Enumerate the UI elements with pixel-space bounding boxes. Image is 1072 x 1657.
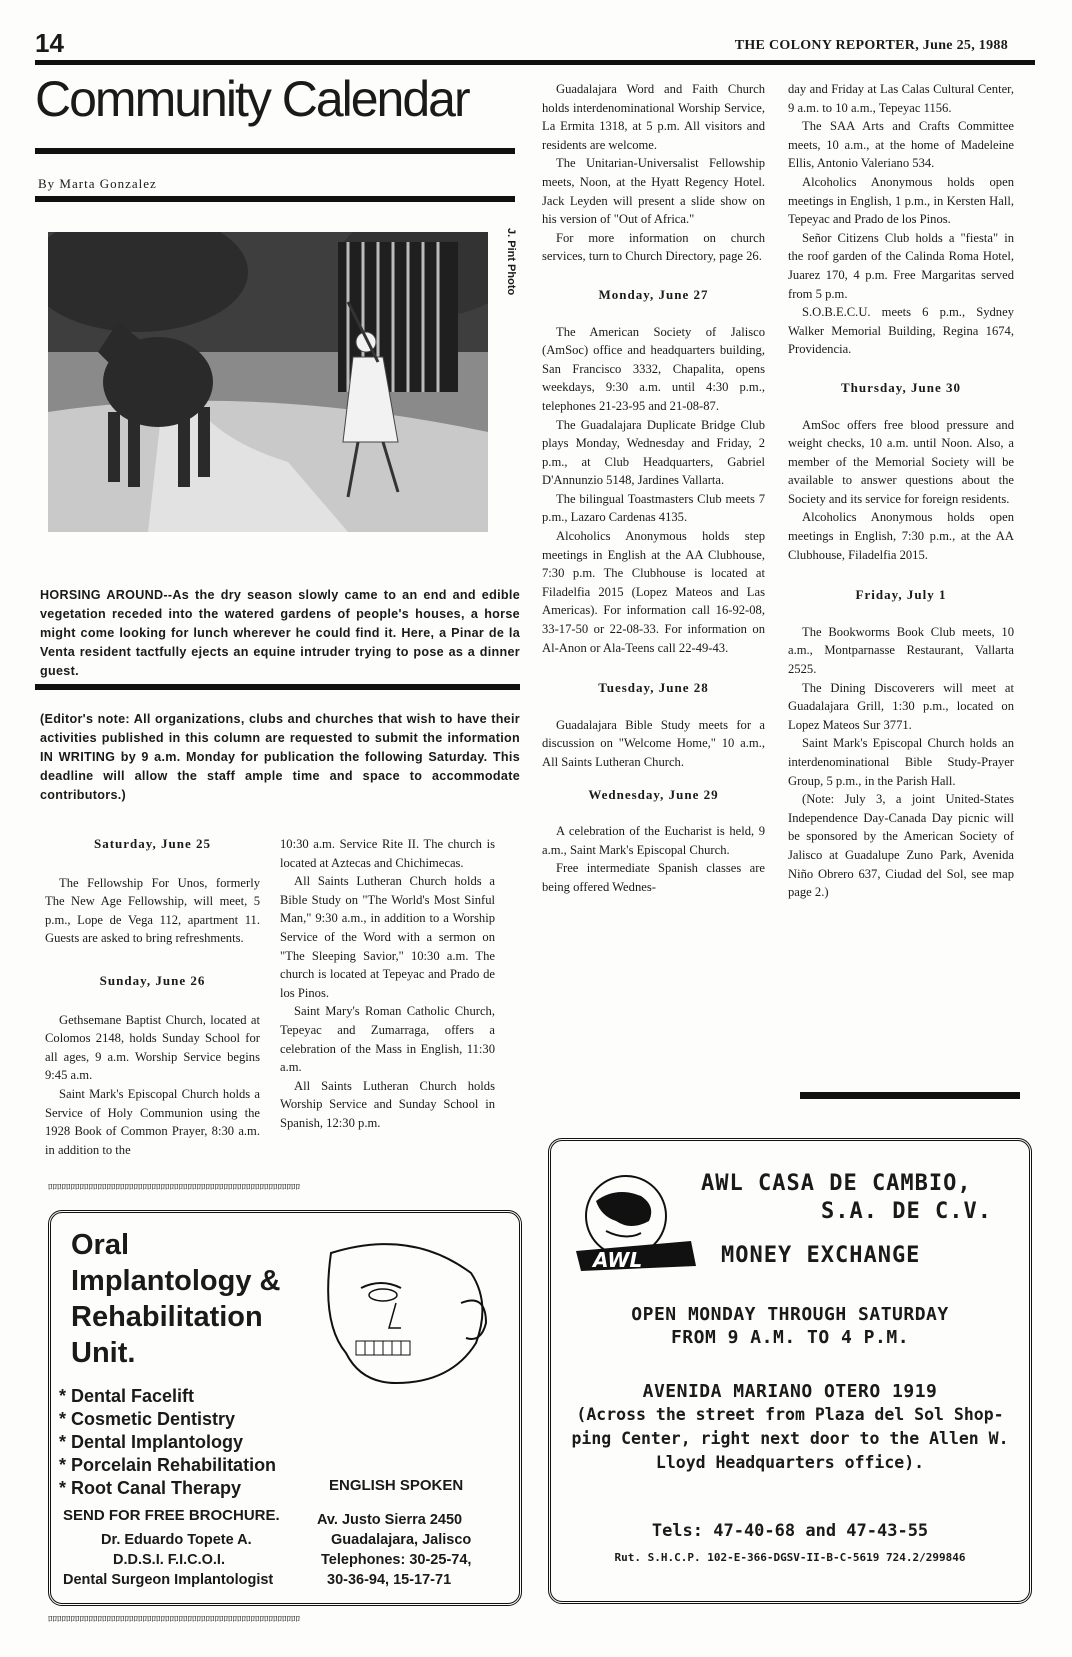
- awl-name-2: S.A. DE C.V.: [821, 1199, 992, 1224]
- listing-saint-marks: Saint Mark's Episcopal Church holds a Service of Holy Communion using the 1928 Book of Common Prayer, 8:30 a.m. in addition to the: [45, 1086, 260, 1157]
- column-2: [280, 835, 495, 1133]
- awl-hours-1: OPEN MONDAY THROUGH SATURDAY: [631, 1304, 949, 1325]
- awl-phones: Tels: 47-40-68 and 47-43-55: [651, 1521, 929, 1541]
- service-item: * Dental Facelift: [59, 1386, 195, 1406]
- heading-sunday: Sunday, June 26: [99, 972, 206, 988]
- listing-church-directory: For more information on church services, turn to Church Directory, page 26.: [542, 230, 765, 264]
- service-item: * Dental Implantology: [59, 1432, 244, 1452]
- byline-rule: [35, 196, 515, 202]
- dental-title-line-1: Oral: [71, 1229, 130, 1261]
- ornament-border-bottom: ﾛﾛﾛﾛﾛﾛﾛﾛﾛﾛﾛﾛﾛﾛﾛﾛﾛﾛﾛﾛﾛﾛﾛﾛﾛﾛﾛﾛﾛﾛﾛﾛﾛﾛﾛﾛﾛﾛﾛﾛﾛﾛﾛﾛﾛﾛﾛﾛﾛﾛﾛﾛﾛﾛﾛﾛ: [48, 1614, 301, 1624]
- listing-gethsemane: Gethsemane Baptist Church, located at Colomos 2148, holds Sunday School for all ages, 9 a.m. Worship Service begins 9:45 a.m.: [45, 1012, 260, 1083]
- listing-service-rite: 10:30 a.m. Service Rite II. The church is located at Aztecas and Chichimecas.: [280, 837, 495, 870]
- dental-title-line-4: Unit.: [71, 1337, 136, 1369]
- masthead: THE COLONY REPORTER, June 25, 1988: [734, 38, 1008, 53]
- column-4-end-rule: [800, 1092, 1020, 1099]
- caption-rule: [35, 684, 520, 690]
- send-brochure: SEND FOR FREE BROCHURE.: [63, 1507, 280, 1524]
- heading-wednesday: Wednesday, June 29: [588, 786, 719, 802]
- face-illustration-icon: [301, 1233, 501, 1403]
- heading-saturday: Saturday, June 25: [93, 836, 212, 851]
- photo-credit: J. Pint Photo: [505, 228, 517, 296]
- service-root-canal: Root Canal Therapy: [71, 1478, 242, 1498]
- dental-phones-2: 30-36-94, 15-17-71: [327, 1572, 452, 1588]
- page-title: Community Calendar: [35, 71, 469, 127]
- heading-monday: Monday, June 27: [598, 286, 709, 302]
- awl-globe-logo-icon: [571, 1171, 701, 1281]
- doctor-degrees: D.D.S.I. F.I.C.O.I.: [113, 1552, 225, 1568]
- listing-spanish-classes: Free intermediate Spanish classes are being offered Wednes-: [542, 861, 765, 894]
- listing-all-saints-spanish: All Saints Lutheran Church holds Worship Service and Sunday School in Spanish, 12:30 p.m.: [280, 1078, 495, 1130]
- photo-caption: HORSING AROUND--As the dry season slowly came to an end and edible vegetation receded into the watered gardens of people's houses, a horse might come looking for lunch wherever he could find it. Here, a Pinar de la Venta resident tactfully ejects an equine intruder trying to pose as a dinner guest.: [40, 588, 520, 678]
- awl-registry: Rut. S.H.C.P. 102-E-366-DGSV-II-B-C-5619 724.2/299846: [614, 1551, 966, 1564]
- listing-saint-marks-prayer: Saint Mark's Episcopal Church holds an interdenominational Bible Study-Prayer Group, 5 p.m., in the Parish Hall.: [788, 736, 1014, 788]
- horse-photo-illustration: [48, 232, 488, 532]
- dental-title-line-2: Implantology &: [71, 1265, 281, 1297]
- dental-ad: [48, 1210, 522, 1606]
- editors-note: (Editor's note: All organizations, clubs and churches that wish to have their activities published in this column are requested to submit the information IN WRITING by 9 a.m. Monday for publication the following Saturday. This deadline will allow the staff ample time and space to accommodate contributors.): [40, 712, 520, 802]
- dental-title-line-3: Rehabilitation: [71, 1301, 263, 1333]
- awl-directions-3: Lloyd Headquarters office).: [655, 1453, 925, 1472]
- dental-ad-title: [71, 1227, 280, 1371]
- listing-aa-kersten: Alcoholics Anonymous holds open meetings in English, 1 p.m., in Kersten Hall, Tepeyac and Prado de los Pinos.: [788, 174, 1014, 227]
- listing-senor-citizens: Señor Citizens Club holds a "fiesta" in the roof garden of the Calinda Roma Hotel, Juarez 170, 4 p.m. Free Margaritas served from 5 p.m.: [788, 230, 1014, 301]
- dental-address-2: Guadalajara, Jalisco: [331, 1532, 472, 1548]
- listing-fellowship: The Fellowship For Unos, formerly The New Age Fellowship, will meet, 5 p.m., Lope de Vega 112, apartment 11. Guests are asked to bring refreshments.: [45, 875, 260, 946]
- awl-name-1: AWL CASA DE CAMBIO,: [701, 1171, 972, 1196]
- title-rule: [35, 148, 515, 154]
- listing-amsoc: The American Society of Jalisco (AmSoc) office and headquarters building, San Francisco 3332, Chapalita, opens weekdays, 9:30 a.m. until 4:30 p.m., telephones 21-23-95 and 21-08-87.: [542, 324, 765, 413]
- listing-toastmasters: The bilingual Toastmasters Club meets 7 p.m., Lazaro Cardenas 4135.: [542, 491, 765, 525]
- english-spoken: ENGLISH SPOKEN: [329, 1477, 464, 1494]
- dental-phones-1: Telephones: 30-25-74,: [321, 1552, 472, 1568]
- listing-blood-pressure: AmSoc offers free blood pressure and weight checks, 10 a.m. until Noon. Also, a member of the Memorial Society will be available to answer questions about the Society and its service for foreign residents.: [788, 417, 1014, 506]
- heading-thursday: Thursday, June 30: [841, 379, 961, 395]
- listing-bookworms: The Bookworms Book Club meets, 10 a.m., Montparnasse Restaurant, Vallarta 2525.: [788, 624, 1014, 677]
- doctor-specialty: Dental Surgeon Implantologist: [63, 1572, 274, 1588]
- listing-bridge-club: The Guadalajara Duplicate Bridge Club plays Monday, Wednesday and Friday, 2 p.m., at Club Headquarters, Gabriel D'Annunzio 5148, Jardines Vallarta.: [542, 417, 765, 488]
- dental-services-list: [59, 1385, 276, 1500]
- listing-word-and-faith: Guadalajara Word and Faith Church holds interdenominational Worship Service, La Ermita 1318, at 5 p.m. All visitors and residents are welcome.: [542, 82, 765, 152]
- service-cosmetic: Cosmetic Dentistry: [71, 1409, 236, 1429]
- awl-directions-1: (Across the street from Plaza del Sol Shop-: [576, 1405, 1004, 1424]
- awl-logo-text: AWL: [593, 1248, 643, 1272]
- dental-address-1: Av. Justo Sierra 2450: [317, 1512, 463, 1528]
- doctor-name: Dr. Eduardo Topete A.: [101, 1532, 252, 1548]
- awl-directions-2: ping Center, right next door to the Allen W.: [571, 1429, 1009, 1448]
- listing-unitarian: The Unitarian-Universalist Fellowship meets, Noon, at the Hyatt Regency Hotel. Jack Leyden will present a slide show on his version of "Out of Africa.": [542, 156, 765, 227]
- listing-all-saints-bible: All Saints Lutheran Church holds a Bible Study on "The World's Most Sinful Man," 9:30 a.m., in addition to a Worship Service of the Word with a sermon on "The Sleeping Savior," 10:30 a.m. The church is located at Tepeyac and Prado de los Pinos.: [280, 874, 495, 1000]
- listing-aa-monday: Alcoholics Anonymous holds step meetings in English at the AA Clubhouse, 7:30 p.m. The Clubhouse is located at Filadelfia 2015 (Lopez Mateos and Las Americas). For information call 16-92-08, 33-17-50 or 22-08-33. For information on Al-Anon or Ala-Teens call 22-49-43.: [542, 529, 765, 655]
- service-item: * Root Canal Therapy: [59, 1478, 242, 1498]
- listing-saint-marys: Saint Mary's Roman Catholic Church, Tepeyac and Zumarraga, offers a celebration of the Mass in English, 11:30 a.m.: [280, 1004, 495, 1075]
- column-1: [45, 835, 260, 1159]
- ornament-border-top: ﾛﾛﾛﾛﾛﾛﾛﾛﾛﾛﾛﾛﾛﾛﾛﾛﾛﾛﾛﾛﾛﾛﾛﾛﾛﾛﾛﾛﾛﾛﾛﾛﾛﾛﾛﾛﾛﾛﾛﾛﾛﾛﾛﾛﾛﾛﾛﾛﾛﾛﾛﾛﾛﾛﾛﾛ: [48, 1182, 301, 1192]
- awl-address: AVENIDA MARIANO OTERO 1919: [642, 1381, 938, 1402]
- service-item: * Porcelain Rehabilitation: [59, 1455, 277, 1475]
- column-3: [542, 80, 765, 897]
- listing-july-picnic: (Note: July 3, a joint United-States Independence Day-Canada Day picnic will be sponsored by the American Society of Jalisco at Guadalupe Zuno Park, Avenida Niño Obrero 637, Ciudad del Sol, see map page 2.): [788, 792, 1014, 900]
- service-porcelain: Porcelain Rehabilitation: [71, 1455, 277, 1475]
- listing-las-calas: day and Friday at Las Calas Cultural Center, 9 a.m. to 10 a.m., Tepeyac 1156.: [788, 82, 1014, 115]
- listing-bible-study: Guadalajara Bible Study meets for a discussion on "Welcome Home," 10 a.m., All Saints Lutheran Church.: [542, 717, 765, 769]
- column-4: [788, 80, 1014, 902]
- awl-service: MONEY EXCHANGE: [721, 1243, 921, 1268]
- heading-tuesday: Tuesday, June 28: [598, 680, 709, 696]
- service-implantology: Dental Implantology: [71, 1432, 244, 1452]
- header-rule: [35, 60, 1035, 65]
- heading-friday: Friday, July 1: [855, 587, 947, 603]
- listing-dining-discoverers: The Dining Discoverers will meet at Guadalajara Grill, 1:30 p.m., located on Lopez Mateos Sur 3771.: [788, 680, 1014, 732]
- listing-sobecu: S.O.B.E.C.U. meets 6 p.m., Sydney Walker Memorial Building, Regina 1674, Providencia.: [788, 305, 1014, 357]
- page-number: 14: [35, 28, 64, 58]
- listing-eucharist: A celebration of the Eucharist is held, 9 a.m., Saint Mark's Episcopal Church.: [542, 824, 765, 857]
- service-item: * Cosmetic Dentistry: [59, 1409, 236, 1429]
- byline: By Marta Gonzalez: [38, 176, 157, 191]
- awl-hours-2: FROM 9 A.M. TO 4 P.M.: [670, 1327, 910, 1348]
- listing-saa-arts: The SAA Arts and Crafts Committee meets, 10 a.m., at the home of Madeleine Ellis, Antonio Valeriano 534.: [788, 119, 1014, 171]
- awl-ad: [548, 1138, 1032, 1604]
- service-facelift: Dental Facelift: [71, 1386, 195, 1406]
- listing-aa-thursday: Alcoholics Anonymous holds open meetings in English, 7:30 p.m., at the AA Clubhouse, Filadelfia 2015.: [788, 510, 1014, 562]
- horse-photo: [48, 232, 488, 532]
